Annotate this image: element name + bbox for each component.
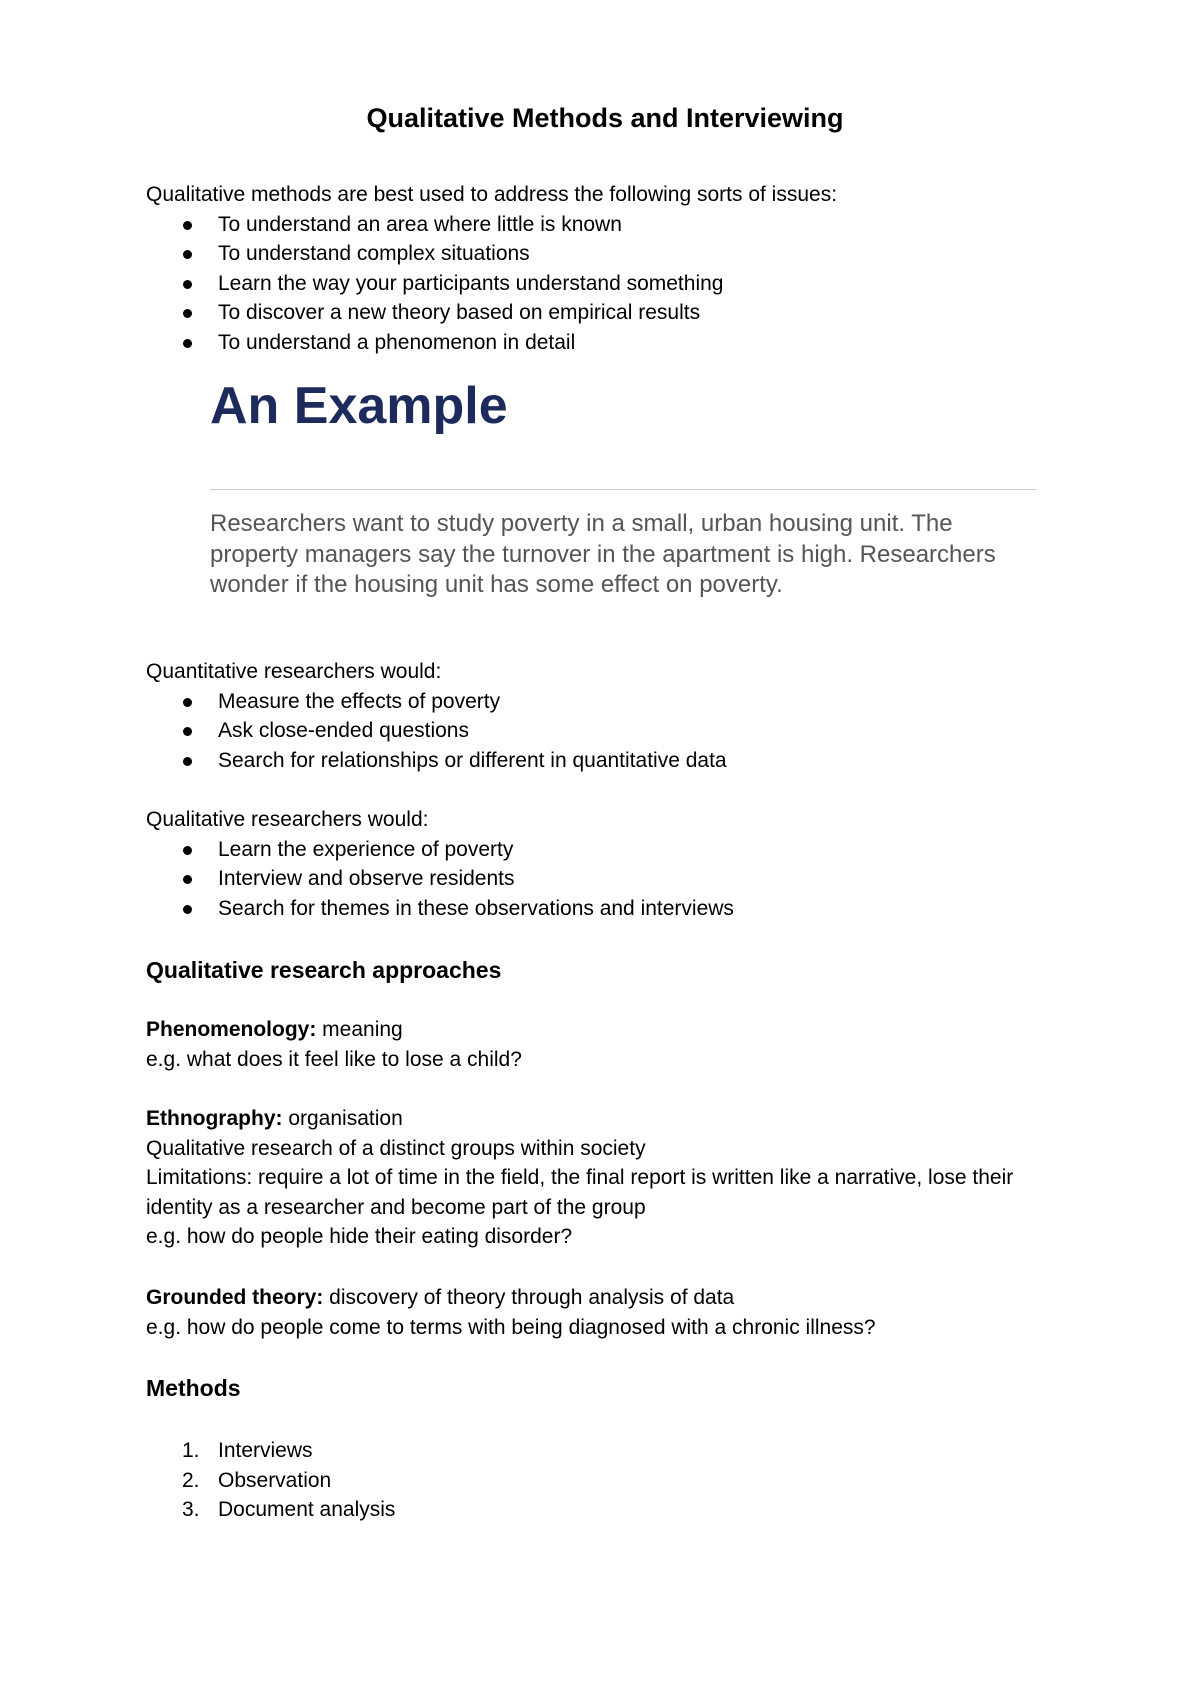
page-title: Qualitative Methods and Interviewing [366,103,844,133]
ethnography-line [146,1104,1046,1134]
ethnography-example: e.g. how do people hide their eating disorder? [146,1225,573,1249]
intro-list [146,210,1046,358]
list-item: Learn the way your participants understand something [146,269,1046,299]
quantitative-lead: Quantitative researchers would: [146,660,442,683]
phenomenology-term: Phenomenology: [146,1018,317,1041]
grounded-theory-block [146,1283,1046,1342]
bullet-icon [183,280,192,289]
slide-text: Researchers want to study poverty in a small, urban housing unit. The property managers say the turnover in the apartment is high. Researchers wonder if the housing unit has some effect on poverty. [210,510,996,598]
grounded-theory-example: e.g. how do people come to terms with being diagnosed with a chronic illness? [146,1315,876,1339]
intro-lead: Qualitative methods are best used to address the following sorts of issues: [146,183,838,206]
methods-list [146,1436,1046,1525]
bullet-icon [183,727,192,736]
bullet-icon [183,846,192,855]
slide-heading: An Example [210,377,508,435]
list-number: 3. [182,1498,200,1522]
intro-section [146,180,1046,358]
list-number: 2. [182,1468,200,1492]
methods-section [146,1436,1046,1525]
bullet-icon [183,250,192,259]
list-item: Interview and observe residents [146,864,1046,894]
list-item: To understand complex situations [146,239,1046,269]
list-item: Ask close-ended questions [146,716,1046,746]
list-item: Search for relationships or different in quantitative data [146,746,1046,776]
qualitative-section [146,805,1046,923]
list-item: Measure the effects of poverty [146,687,1046,717]
bullet-icon [183,309,192,318]
ethnography-term: Ethnography: [146,1107,283,1130]
bullet-icon [183,698,192,707]
grounded-theory-term: Grounded theory: [146,1286,324,1309]
example-slide-image [210,376,1036,628]
list-item: 2. Observation [146,1466,1046,1496]
list-item: To understand a phenomenon in detail [146,328,1046,358]
quantitative-list [146,687,1046,776]
phenomenology-example: e.g. what does it feel like to lose a child? [146,1047,522,1071]
methods-heading: Methods [146,1375,241,1401]
bullet-icon [183,757,192,766]
qualitative-list [146,835,1046,924]
list-item: To understand an area where little is known [146,210,1046,240]
phenomenology-line [146,1015,1046,1045]
list-item: To discover a new theory based on empirical results [146,298,1046,328]
list-item: 1. Interviews [146,1436,1046,1466]
quantitative-section [146,657,1046,775]
bullet-icon [183,339,192,348]
ethnography-limitations: Limitations: require a lot of time in the field, the final report is written like a narrative, lose their identity as a researcher and become part of the group [146,1166,1014,1219]
list-item: Search for themes in these observations and interviews [146,894,1046,924]
slide-divider [210,489,1036,490]
grounded-theory-definition: discovery of theory through analysis of data [323,1286,735,1309]
ethnography-definition: organisation [282,1107,403,1130]
ethnography-description: Qualitative research of a distinct groups within society [146,1136,646,1160]
bullet-icon [183,905,192,914]
ethnography-block [146,1104,1046,1252]
list-item: 3. Document analysis [146,1495,1046,1525]
bullet-icon [183,221,192,230]
bullet-icon [183,875,192,884]
list-item: Learn the experience of poverty [146,835,1046,865]
phenomenology-block [146,1015,1046,1074]
list-number: 1. [182,1439,200,1462]
qualitative-lead: Qualitative researchers would: [146,808,429,831]
phenomenology-definition: meaning [316,1018,403,1041]
approaches-heading: Qualitative research approaches [146,957,502,983]
grounded-theory-line [146,1283,1046,1313]
